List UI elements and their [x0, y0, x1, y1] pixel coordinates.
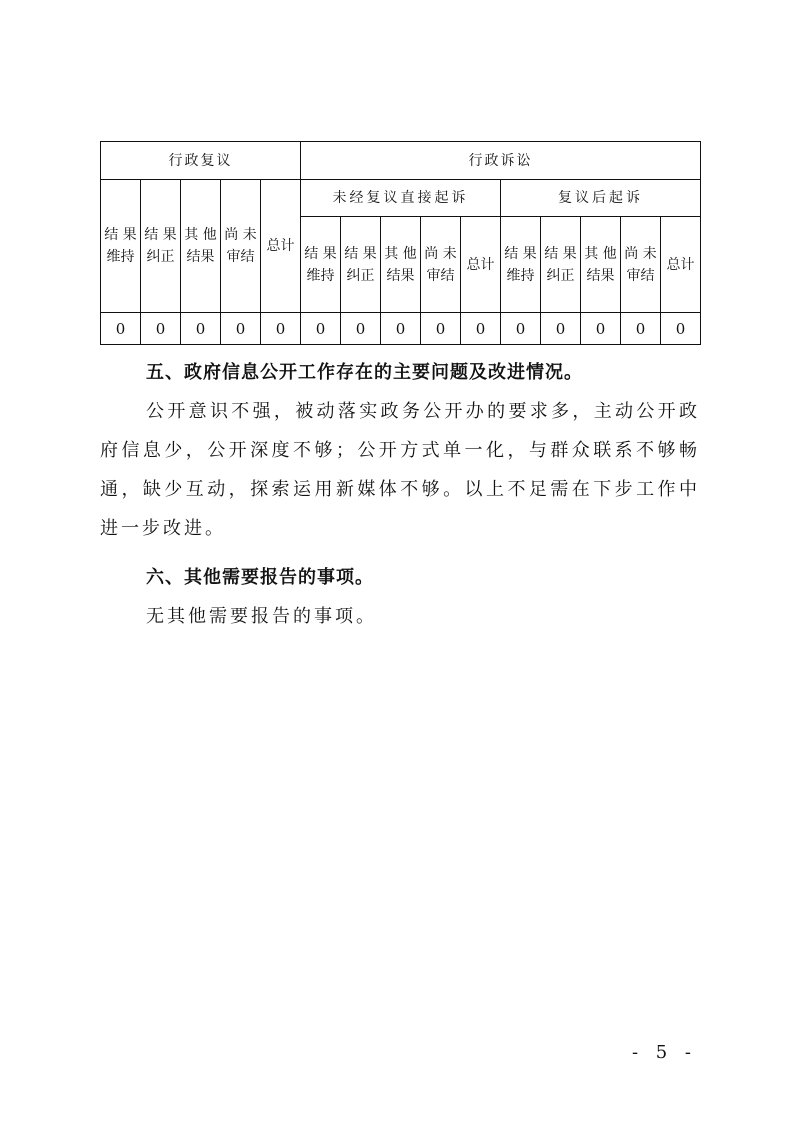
- page-number: - 5 -: [631, 1042, 697, 1063]
- col-header: 结 果 纠正: [541, 217, 581, 313]
- section6-body: 无其他需要报告的事项。: [146, 606, 377, 627]
- table-cell: 0: [341, 313, 381, 345]
- table-cell: 0: [101, 313, 141, 345]
- col-header: 尚 未 审结: [621, 217, 661, 313]
- col-header: 总计: [261, 180, 301, 313]
- table-cell: 0: [621, 313, 661, 345]
- table-cell: 0: [501, 313, 541, 345]
- table-cell: 0: [421, 313, 461, 345]
- col-header: 尚 未 审结: [421, 217, 461, 313]
- table-cell: 0: [181, 313, 221, 345]
- table-cell: 0: [221, 313, 261, 345]
- post-review-suit-header: 复议后起诉: [501, 180, 701, 217]
- col-header: 尚 未 审结: [221, 180, 261, 313]
- col-header: 结 果 维持: [301, 217, 341, 313]
- admin-litigation-header: 行政诉讼: [301, 142, 701, 180]
- table-cell: 0: [381, 313, 421, 345]
- col-header: 其 他 结果: [381, 217, 421, 313]
- direct-suit-header: 未经复议直接起诉: [301, 180, 501, 217]
- col-header: 其 他 结果: [581, 217, 621, 313]
- table-cell: 0: [541, 313, 581, 345]
- section6-heading: 六、其他需要报告的事项。: [146, 567, 374, 588]
- table-cell: 0: [461, 313, 501, 345]
- col-header: 结 果 维持: [501, 217, 541, 313]
- col-header: 其 他 结果: [181, 180, 221, 313]
- col-header: 结 果 维持: [101, 180, 141, 313]
- col-header: 总计: [461, 217, 501, 313]
- col-header: 结 果 纠正: [341, 217, 381, 313]
- table-cell: 0: [301, 313, 341, 345]
- table-cell: 0: [661, 313, 701, 345]
- section5-heading: 五、政府信息公开工作存在的主要问题及改进情况。: [146, 362, 583, 383]
- admin-review-header: 行政复议: [101, 142, 301, 180]
- col-header: 总计: [661, 217, 701, 313]
- table-cell: 0: [141, 313, 181, 345]
- col-header: 结 果 纠正: [141, 180, 181, 313]
- litigation-review-table: [100, 141, 701, 345]
- table-cell: 0: [581, 313, 621, 345]
- table-cell: 0: [261, 313, 301, 345]
- section5-body: 公开意识不强，被动落实政务公开办的要求多，主动公开政府信息少，公开深度不够；公开方式单一化，与群众联系不够畅通，缺少互动，探索运用新媒体不够。以上不足需在下步工作中进一步改进。: [100, 401, 700, 539]
